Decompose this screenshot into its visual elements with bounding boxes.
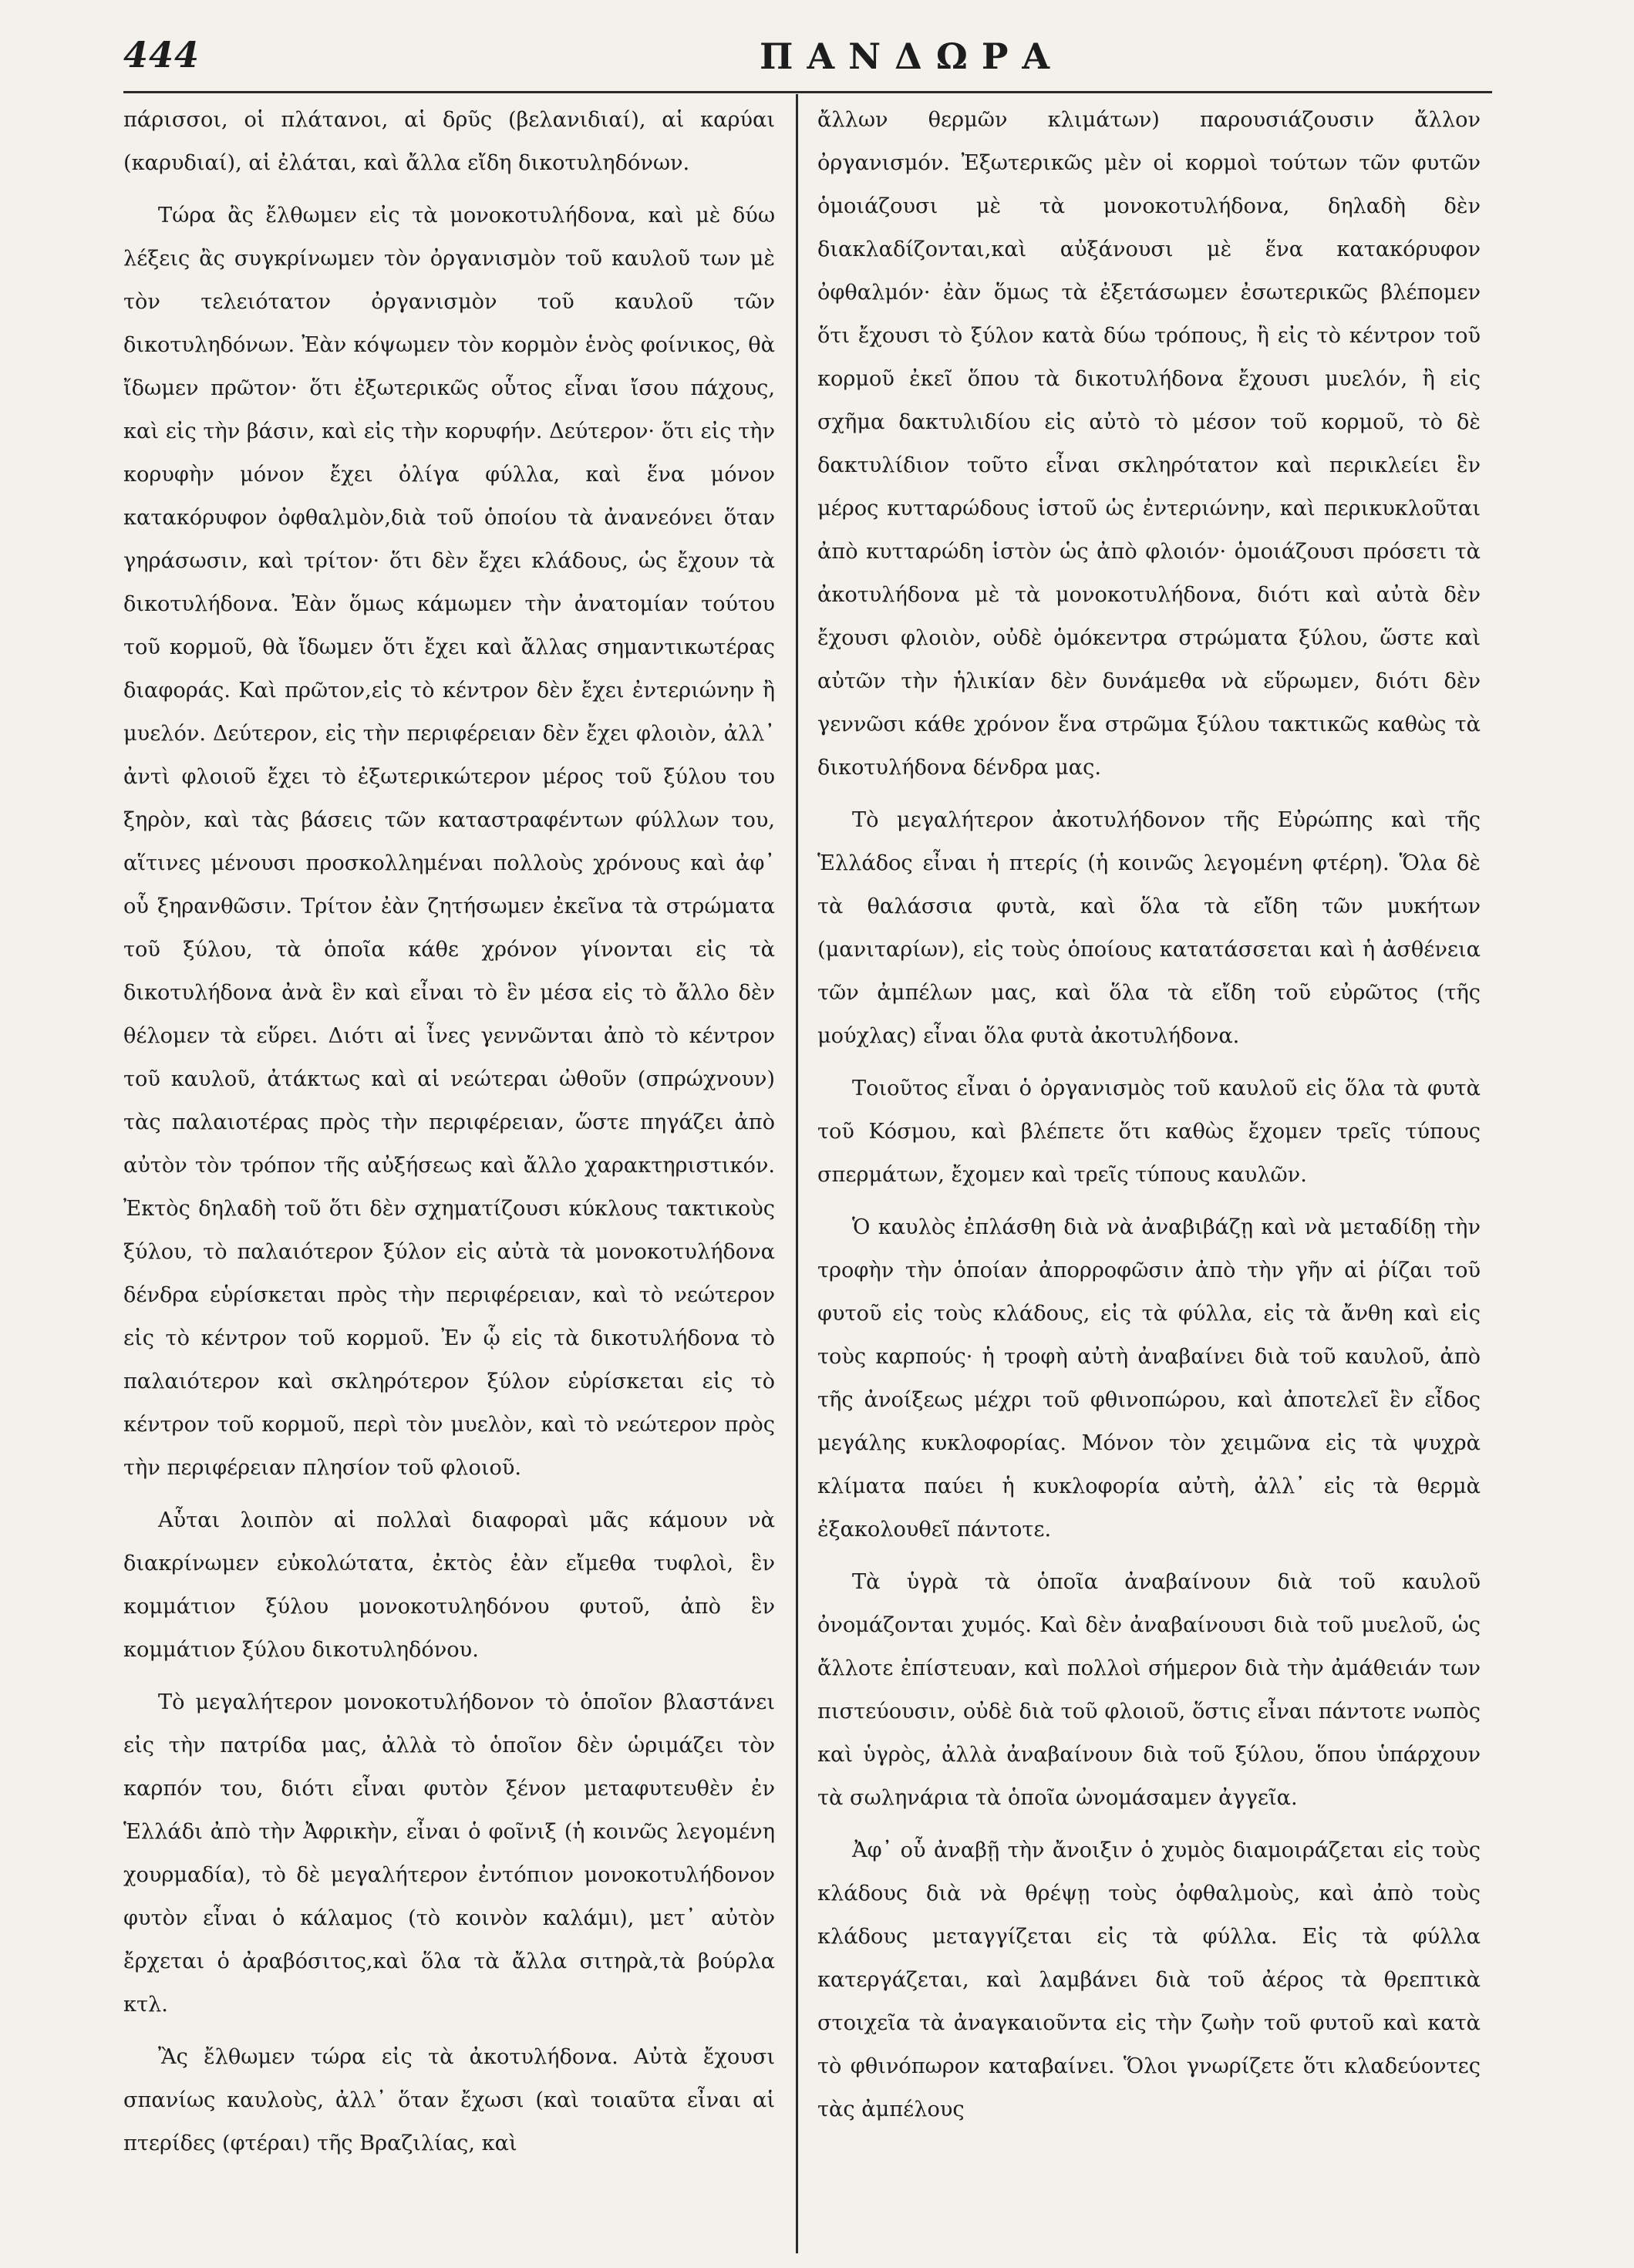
column-divider bbox=[796, 94, 798, 2253]
right-column bbox=[817, 99, 1481, 2250]
header-rule bbox=[123, 91, 1492, 93]
paragraph: Αὗται λοιπὸν αἱ πολλαὶ διαφοραὶ μᾶς κάμουν νὰ διακρίνωμεν εὐκολώτατα, ἐκτὸς ἐὰν εἴμεθα τυφλοὶ, ἓν κομμάτιον ξύλου μονοκοτυληδόνου φυτοῦ, ἀπὸ ἓν κομμάτιον ξύλου δικοτυληδόνου. bbox=[123, 1508, 775, 1662]
page-header bbox=[123, 29, 1488, 91]
paragraph: Τὸ μεγαλήτερον μονοκοτυλήδονον τὸ ὁποῖον βλαστάνει εἰς τὴν πατρίδα μας, ἀλλὰ τὸ ὁποῖον δὲν ὡριμάζει τὸν καρπόν του, διότι εἶναι φυτὸν ξένον μεταφυτευθὲν ἐν Ἑλλάδι ἀπὸ τὴν Ἀφρικὴν, εἶναι ὁ φοῖνιξ (ἡ κοινῶς λεγομένη χουρμαδία), τὸ δὲ μεγαλήτερον ἐντόπιον μονοκοτυλήδονον φυτὸν εἶναι ὁ κάλαμος (τὸ κοινὸν καλάμι), μετ᾽ αὐτὸν ἔρχεται ὁ ἀραβόσιτος,καὶ ὅλα τὰ ἄλλα σιτηρὰ,τὰ βούρλα κτλ. bbox=[123, 1690, 775, 2017]
paragraph: Ἀφ᾽ οὗ ἀναβῇ τὴν ἄνοιξιν ὁ χυμὸς διαμοιράζεται εἰς τοὺς κλάδους διὰ νὰ θρέψῃ τοὺς ὀφθαλμοὺς, καὶ ἀπὸ τοὺς κλάδους μεταγγίζεται εἰς τὰ φύλλα. Εἰς τὰ φύλλα κατεργάζεται, καὶ λαμβάνει διὰ τοῦ ἀέρος τὰ θρεπτικὰ στοιχεῖα τὰ ἀναγκαιοῦντα εἰς τὴν ζωὴν τοῦ φυτοῦ καὶ κατὰ τὸ φθινόπωρον καταβαίνει. Ὅλοι γνωρίζετε ὅτι κλαδεύοντες τὰς ἀμπέλους bbox=[817, 1838, 1481, 2121]
paragraph: πάρισσοι, οἱ πλάτανοι, αἱ δρῦς (βελανιδιαί), αἱ καρύαι (καρυδιαί), αἱ ἐλάται, καὶ ἄλλα εἴδη δικοτυληδόνων. bbox=[123, 108, 775, 175]
running-title: ΠΑΝΔΩΡΑ bbox=[760, 35, 1064, 77]
paragraph: Ἂς ἔλθωμεν τώρα εἰς τὰ ἀκοτυλήδονα. Αὐτὰ ἔχουσι σπανίως καυλοὺς, ἀλλ᾽ ὅταν ἔχωσι (καὶ τοιαῦτα εἶναι αἱ πτερίδες (φτέραι) τῆς Βραζιλίας, καὶ bbox=[123, 2045, 775, 2155]
page-number: 444 bbox=[123, 34, 200, 76]
paragraph: Ὁ καυλὸς ἐπλάσθη διὰ νὰ ἀναβιβάζῃ καὶ νὰ μεταδίδῃ τὴν τροφὴν τὴν ὁποίαν ἀπορροφῶσιν ἀπὸ τὴν γῆν αἱ ῥίζαι τοῦ φυτοῦ εἰς τοὺς κλάδους, εἰς τὰ φύλλα, εἰς τὰ ἄνθη καὶ εἰς τοὺς καρπούς· ἡ τροφὴ αὐτὴ ἀναβαίνει διὰ τοῦ καυλοῦ, ἀπὸ τῆς ἀνοίξεως μέχρι τοῦ φθινοπώρου, καὶ ἀποτελεῖ ἓν εἶδος μεγάλης κυκλοφορίας. Μόνον τὸν χειμῶνα εἰς τὰ ψυχρὰ κλίματα παύει ἡ κυκλοφορία αὐτὴ, ἀλλ᾽ εἰς τὰ θερμὰ ἐξακολουθεῖ πάντοτε. bbox=[817, 1215, 1481, 1542]
left-column bbox=[123, 99, 775, 2250]
paragraph: Τοιοῦτος εἶναι ὁ ὀργανισμὸς τοῦ καυλοῦ εἰς ὅλα τὰ φυτὰ τοῦ Κόσμου, καὶ βλέπετε ὅτι καθὼς ἔχομεν τρεῖς τύπους σπερμάτων, ἔχομεν καὶ τρεῖς τύπους καυλῶν. bbox=[817, 1077, 1481, 1187]
paragraph: ἄλλων θερμῶν κλιμάτων) παρουσιάζουσιν ἄλλον ὀργανισμόν. Ἐξωτερικῶς μὲν οἱ κορμοὶ τούτων τῶν φυτῶν ὁμοιάζουσι μὲ τὰ μονοκοτυλήδονα, δηλαδὴ δὲν διακλαδίζονται,καὶ αὐξάνουσι μὲ ἕνα κατακόρυφον ὀφθαλμόν· ἐὰν ὅμως τὰ ἐξετάσωμεν ἐσωτερικῶς βλέπομεν ὅτι ἔχουσι τὸ ξύλον κατὰ δύω τρόπους, ἢ εἰς τὸ κέντρον τοῦ κορμοῦ ἐκεῖ ὅπου τὰ δικοτυλήδονα ἔχουσι μυελόν, ἢ εἰς σχῆμα δακτυλιδίου εἰς αὐτὸ τὸ μέσον τοῦ κορμοῦ, τὸ δὲ δακτυλίδιον τοῦτο εἶναι σκληρότατον καὶ περικλείει ἓν μέρος κυτταρώδους ἱστοῦ ὡς ἐντεριώνην, καὶ περικυκλοῦται ἀπὸ κυτταρώδη ἱστὸν ὡς ἀπὸ φλοιόν· ὁμοιάζουσι πρόσετι τὰ ἀκοτυλήδονα μὲ τὰ μονοκοτυλήδονα, διότι καὶ αὐτὰ δὲν ἔχουσι φλοιὸν, οὐδὲ ὁμόκεντρα στρώματα ξύλου, ὥστε καὶ αὐτῶν τὴν ἡλικίαν δὲν δυνάμεθα νὰ εὕρωμεν, διότι δὲν γεννῶσι κάθε χρόνον ἕνα στρῶμα ξύλου τακτικῶς καθὼς τὰ δικοτυλήδονα δένδρα μας. bbox=[817, 108, 1481, 780]
paragraph: Τὸ μεγαλήτερον ἀκοτυλήδονον τῆς Εὐρώπης καὶ τῆς Ἑλλάδος εἶναι ἡ πτερίς (ἡ κοινῶς λεγομένη φτέρη). Ὅλα δὲ τὰ θαλάσσια φυτὰ, καὶ ὅλα τὰ εἴδη τῶν μυκήτων (μανιταρίων), εἰς τοὺς ὁποίους κατατάσσεται καὶ ἡ ἀσθένεια τῶν ἀμπέλων μας, καὶ ὅλα τὰ εἴδη τοῦ εὐρῶτος (τῆς μούχλας) εἶναι ὅλα φυτὰ ἀκοτυλήδονα. bbox=[817, 808, 1481, 1048]
paragraph: Τώρα ἂς ἔλθωμεν εἰς τὰ μονοκοτυλήδονα, καὶ μὲ δύω λέξεις ἂς συγκρίνωμεν τὸν ὀργανισμὸν τοῦ καυλοῦ των μὲ τὸν τελειότατον ὀργανισμὸν τοῦ καυλοῦ τῶν δικοτυληδόνων. Ἐὰν κόψωμεν τὸν κορμὸν ἑνὸς φοίνικος, θὰ ἴδωμεν πρῶτον· ὅτι ἐξωτερικῶς οὗτος εἶναι ἴσου πάχους, καὶ εἰς τὴν βάσιν, καὶ εἰς τὴν κορυφήν. Δεύτερον· ὅτι εἰς τὴν κορυφὴν μόνον ἔχει ὀλίγα φύλλα, καὶ ἕνα μόνον κατακόρυφον ὀφθαλμὸν,διὰ τοῦ ὁποίου τὰ ἀνανεόνει ὅταν γηράσωσιν, καὶ τρίτον· ὅτι δὲν ἔχει κλάδους, ὡς ἔχουν τὰ δικοτυλήδονα. Ἐὰν ὅμως κάμωμεν τὴν ἀνατομίαν τούτου τοῦ κορμοῦ, θὰ ἴδωμεν ὅτι ἔχει καὶ ἄλλας σημαντικωτέρας διαφοράς. Καὶ πρῶτον,εἰς τὸ κέντρον δὲν ἔχει ἐντεριώνην ἢ μυελόν. Δεύτερον, εἰς τὴν περιφέρειαν δὲν ἔχει φλοιὸν, ἀλλ᾽ ἀντὶ φλοιοῦ ἔχει τὸ ἐξωτερικώτερον μέρος τοῦ ξύλου του ξηρὸν, καὶ τὰς βάσεις τῶν καταστραφέντων φύλλων του, αἵτινες μένουσι προσκολλημέναι πολλοὺς χρόνους καὶ ἀφ᾽ οὗ ξηρανθῶσιν. Τρίτον ἐὰν ζητήσωμεν ἐκεῖνα τὰ στρώματα τοῦ ξύλου, τὰ ὁποῖα κάθε χρόνον γίνονται εἰς τὰ δικοτυλήδονα ἀνὰ ἓν καὶ εἶναι τὸ ἓν μέσα εἰς τὸ ἄλλο δὲν θέλομεν τὰ εὕρει. Διότι αἱ ἶνες γεννῶνται ἀπὸ τὸ κέντρον τοῦ καυλοῦ, ἀτάκτως καὶ αἱ νεώτεραι ὠθοῦν (σπρώχνουν) τὰς παλαιοτέρας πρὸς τὴν περιφέρειαν, ὥστε πηγάζει ἀπὸ αὐτὸν τὸν τρόπον τῆς αὐξήσεως καὶ ἄλλο χαρακτηριστικόν. Ἐκτὸς δηλαδὴ τοῦ ὅτι δὲν σχηματίζουσι κύκλους τακτικοὺς ξύλου, τὸ παλαιότερον ξύλον εἰς αὐτὰ τὰ μονοκοτυλήδονα δένδρα εὑρίσκεται πρὸς τὴν περιφέρειαν, καὶ τὸ νεώτερον εἰς τὸ κέντρον τοῦ κορμοῦ. Ἐν ᾧ εἰς τὰ δικοτυλήδονα τὸ παλαιότερον καὶ σκληρότερον ξύλον εὑρίσκεται εἰς τὸ κέντρον τοῦ κορμοῦ, περὶ τὸν μυελὸν, καὶ τὸ νεώτερον πρὸς τὴν περιφέρειαν πλησίον τοῦ φλοιοῦ. bbox=[123, 204, 775, 1480]
paragraph: Τὰ ὑγρὰ τὰ ὁποῖα ἀναβαίνουν διὰ τοῦ καυλοῦ ὀνομάζονται χυμός. Καὶ δὲν ἀναβαίνουσι διὰ τοῦ μυελοῦ, ὡς ἄλλοτε ἐπίστευαν, καὶ πολλοὶ σήμερον διὰ τὴν ἀμάθειάν των πιστεύουσιν, οὐδὲ διὰ τοῦ φλοιοῦ, ὅστις εἶναι πάντοτε νωπὸς καὶ ὑγρὸς, ἀλλὰ ἀναβαίνουν διὰ τοῦ ξύλου, ὅπου ὑπάρχουν τὰ σωληνάρια τὰ ὁποῖα ὠνομάσαμεν ἀγγεῖα. bbox=[817, 1570, 1481, 1810]
